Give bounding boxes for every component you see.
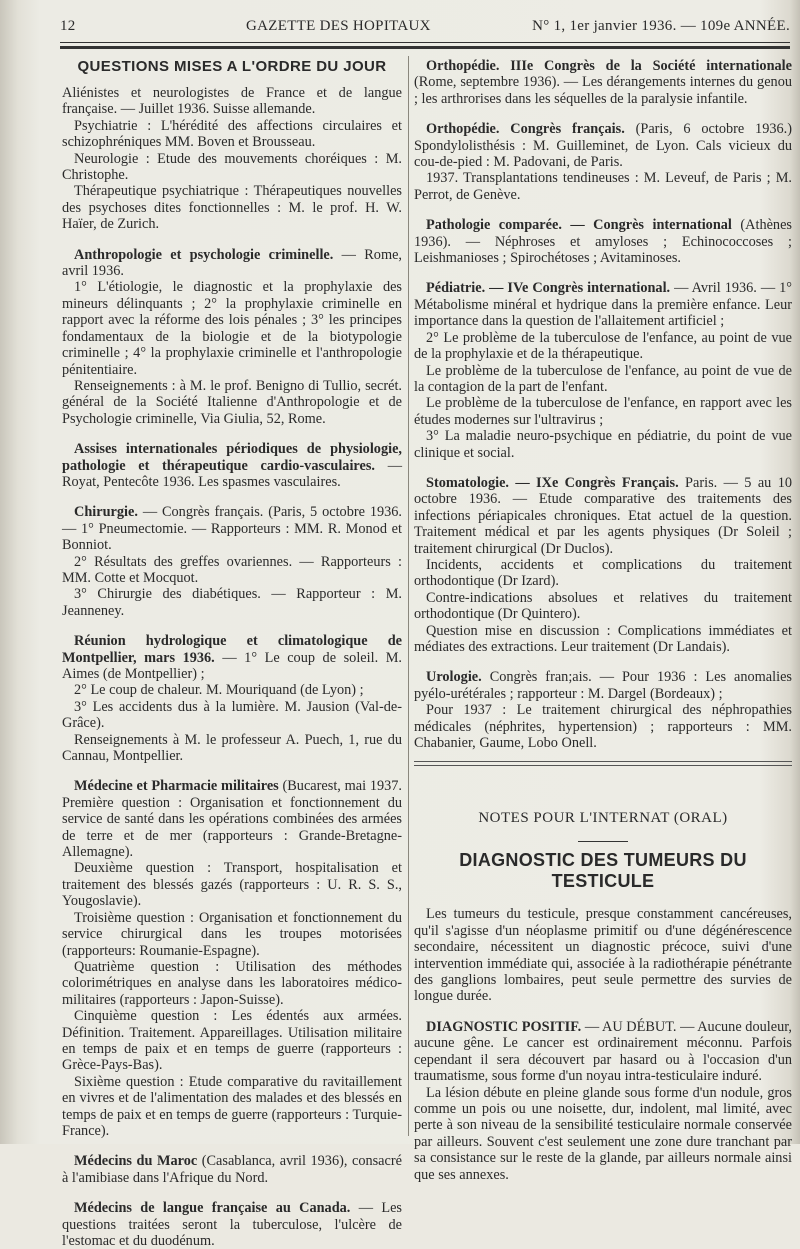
chirurgie-head: Chirurgie. [74,504,138,521]
stomato-l2: Incidents, accidents et complications du traitement orthodontique (Dr Izard). [414,556,792,590]
medecine-q3: Troisième question : Organisation et fonctionnement du service chirurgical dans les troupes motorisées (rapporteurs: Roumanie-Espagne). [62,909,402,959]
medecine-q5: Cinquième question : Les édentés aux armées. Définition. Traitement. Appareillages. Utilisation militaire en temps de paix et en temps de guerre (rapporteurs : Grèce-Pays-Bas). [62,1008,402,1074]
patho-entry: Pathologie comparée. — Congrès international (Athènes 1936). — Néphroses et amyloses ; Echinococcoses ; Leishmanioses ; Spirochétoses ; Avitaminoses. [414,217,792,267]
pediatrie-l3: Le problème de la tuberculose de l'enfance, au point de vue de la contagion de la part de l'enfant. [414,362,792,395]
pediatrie-l4: Le problème de la tuberculose de l'enfance, en rapport avec les études modernes sur l'ultravirus ; [414,395,792,428]
chirurgie-l3: 3° Chirurgie des diabétiques. — Rapporteur : M. Jeanneney. [62,586,402,619]
patho-head: Pathologie comparée. — Congrès international [426,217,732,234]
stomato-l3: Contre-indications absolues et relatives du traitement orthodontique (Dr Quintero). [414,589,792,623]
maroc-head: Médecins du Maroc [74,1153,198,1170]
ortho2-l2: 1937. Transplantations tendineuses : M. Leveuf, de Paris ; M. Perrot, de Genève. [414,170,792,203]
stomato-l4: Question mise en discussion : Complications immédiates et médiates des extractions. Leur traitement (Dr Landais). [414,622,792,655]
medecine-q2: Deuxième question : Transport, hospitalisation et traitement des blessés gazés (rapporteurs : U. R. S. S., Yougoslavie). [62,860,402,910]
medecine-q6: Sixième question : Etude comparative du ravitaillement en vivres et de l'alimentation des malades et des blessés en temps de paix et en temps de guerre (rapporteurs : Turquie-France). [62,1073,402,1139]
anthropologie-head: Anthropologie et psychologie criminelle. [74,246,334,263]
stomato-entry: Stomatologie. — IXe Congrès Français. Paris. — 5 au 10 octobre 1936. — Etude comparative des traitements des infections périapicales chroniques. Etat actuel de la question. Traitement médical et par les agents physiques (Dr Soleil ; traitement chirurgical (Dr Duclos). [414,474,792,557]
assises-entry: Assises internationales périodiques de physiologie, pathologie et thérapeutique cardio-vasculaires. — Royat, Pentecôte 1936. Les spasmes vasculaires. [62,441,403,490]
journal-title: GAZETTE DES HOPITAUX [246,18,431,34]
notes-title: NOTES POUR L'INTERNAT (ORAL) [478,810,728,827]
pediatrie-l2: 2° Le problème de la tuberculose de l'enfance, au point de vue de la prophylaxie et de la thérapeutique. [414,329,792,363]
stomato-head: Stomatologie. — IXe Congrès Français. [426,474,679,491]
ortho1-head: Orthopédie. IIIe Congrès de la Société internationale [426,58,792,74]
left-column [62,58,402,1249]
anthropologie-p2: Renseignements : à M. le prof. Benigno di Tullio, secrét. général de la Société Italienne d'Anthropologie et de Psychologie criminelle, Via Giulia, 52, Rome. [62,377,402,427]
anthropologie-entry: Anthropologie et psychologie criminelle. — Rome, avril 1936. [62,246,402,280]
pediatrie-head: Pédiatrie. — IVe Congrès international. [426,280,671,297]
anthropologie-p1: 1° L'étiologie, le diagnostic et la prophylaxie des mineurs délinquants ; 2° la prophylaxie criminelle en rapport avec la réforme des lois pénales ; 3° les principes fondamentaux de la biologie et de la biotypologie criminelle ; 4° la prophylaxie criminelle et l'anthropologie pénitentiaire. [62,279,402,378]
assises-head: Assises internationales périodiques de physiologie, pathologie et thérapeutique cardio-vasculaires. [62,441,402,474]
alienistes-neurologie: Neurologie : Etude des mouvements choréiques : M. Christophe. [62,150,402,184]
article-p3: La lésion débute en pleine glande sous forme d'un nodule, gros comme un pois ou une noisette, dur, indolent, mal limité, avec perte à son niveau de la sensibilité testiculaire normale conservée par ailleurs. Souvent c'est seulement une zone dure tranchant par sa consistance sur le reste de la glande, par ailleurs normale ainsi que ses annexes. [414,1084,792,1183]
ortho2-entry: Orthopédie. Congrès français. (Paris, 6 octobre 1936.) Spondylolisthésis : M. Guilleminet, de Lyon. Cals vicieux du cou-de-pied : M. Padovani, de Paris. [414,121,792,171]
article-p1: Les tumeurs du testicule, presque constamment cancéreuses, qu'il s'agisse d'un néoplasme primitif ou d'une dégénérescence secondaire, nécessitent un diagnostic précoce, suivi d'une intervention immédiate qui, associée à la radiothérapie pénétrante des ganglions lombaires, peut seule permettre des survies de longue durée. [414,906,792,1005]
reunion-l2: 2° Le coup de chaleur. M. Mouriquand (de Lyon) ; [74,682,364,699]
page-number: 12 [60,18,76,34]
ortho1-entry: Orthopédie. IIIe Congrès de la Société internationale (Rome, septembre 1936). — Les dérangements internes du genou ; les arthrorises dans les séquelles de la paralysie infantile. [414,58,792,107]
pediatrie-l5: 3° La maladie neuro-psychique en pédiatrie, du point de vue clinique et social. [414,428,792,461]
header-rule [60,42,790,43]
right-column [414,58,792,1183]
diagnostic-entry: DIAGNOSTIC POSITIF. — AU DÉBUT. — Aucune douleur, aucune gêne. Le cancer est ordinairement méconnu. Parfois cependant il sera découvert par hasard ou à l'occasion d'un traumatisme, sous forme d'un noyau intra-testiculaire induré. [414,1018,792,1085]
alienistes-psychiatrie: Psychiatrie : L'hérédité des affections circulaires et schizophréniques MM. Boven et Brousseau. [62,117,402,151]
reunion-l4: Renseignements à M. le professeur A. Puech, 1, rue du Cannau, Montpellier. [62,731,402,765]
section-title: QUESTIONS MISES A L'ORDRE DU JOUR [77,58,387,75]
section-rule [414,761,792,762]
reunion-entry: Réunion hydrologique et climatologique de Montpellier, mars 1936. — 1° Le coup de soleil. M. Aimes (de Montpellier) ; [62,633,402,682]
alienistes-intro: Aliénistes et neurologistes de France et de langue française. — Juillet 1936. Suisse allemande. [62,85,402,118]
pediatrie-entry: Pédiatrie. — IVe Congrès international. — Avril 1936. — 1° Métabolisme minéral et hydrique dans la première enfance. Leur importance dans la question de l'allaitement artificiel ; [414,280,793,330]
ortho2-head: Orthopédie. Congrès français. [426,121,625,138]
article-title: DIAGNOSTIC DES TUMEURS DU TESTICULE [459,850,747,892]
maroc-entry: Médecins du Maroc (Casablanca, avril 1936), consacré à l'amibiase dans l'Afrique du Nord. [62,1153,402,1186]
canada-entry: Médecins de langue française au Canada. — Les questions traitées seront la tuberculose, l'ulcère de l'estomac et du duodénum. [62,1200,402,1249]
urologie-entry: Urologie. Congrès fran;ais. — Pour 1936 : Les anomalies pyélo-urétérales ; rapporteur : M. Dargel (Bordeaux) ; [414,669,792,702]
reunion-l3: 3° Les accidents dus à la lumière. M. Jausion (Val-de-Grâce). [62,698,402,732]
header-rule-thick [60,46,790,49]
reunion-head: Réunion hydrologique et climatologique de Montpellier, mars 1936. [62,633,402,666]
urologie-head: Urologie. [426,669,482,686]
medecine-q4: Quatrième question : Utilisation des méthodes colorimétriques en analyse dans les laboratoires médico-militaires (rapporteurs : Japon-Suisse). [62,958,402,1008]
issue-line: N° 1, 1er janvier 1936. — 109e ANNÉE. [532,18,790,34]
urologie-l2: Pour 1937 : Le traitement chirurgical des néphropathies médicales (néphrites, hypertension) ; rapporteurs : MM. Chabanier, Gaume, Lobo Onell. [414,702,792,752]
column-divider [408,56,409,1136]
canada-head: Médecins de langue française au Canada. [74,1200,351,1217]
chirurgie-l2: 2° Résultats des greffes ovariennes. — Rapporteurs : MM. Cotte et Mocquot. [62,553,402,586]
diagnostic-head: DIAGNOSTIC POSITIF. [426,1018,582,1035]
chirurgie-entry: Chirurgie. — Congrès français. (Paris, 5 octobre 1936. — 1° Pneumectomie. — Rapporteurs : MM. R. Monod et Bonniot. [62,504,402,554]
section-rule-2 [414,765,792,766]
alienistes-therapeutique: Thérapeutique psychiatrique : Thérapeutiques nouvelles des psychoses dites fonctionnelles : M. le prof. H. W. Haïer, de Zurich. [62,183,402,233]
medecine-head: Médecine et Pharmacie militaires [74,778,279,795]
medecine-entry: Médecine et Pharmacie militaires (Bucarest, mai 1937. Première question : Organisation et fonctionnement du service de santé dans les opérations combinées des armées de terre et de mer (rapporteurs : Grande-Bretagne-Allemagne). [62,778,402,861]
short-rule [578,841,628,842]
